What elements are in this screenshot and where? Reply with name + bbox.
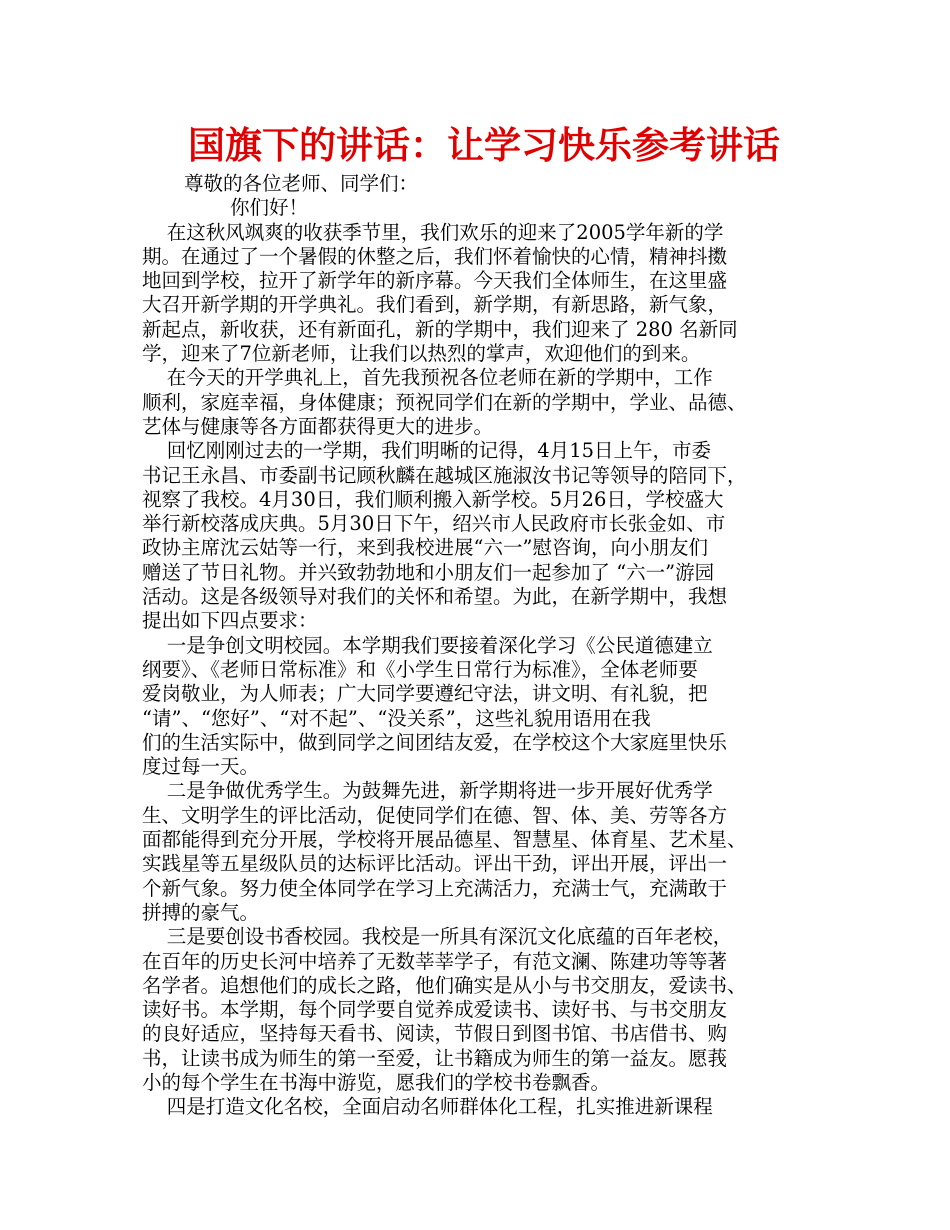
text-line: 一是争创文明校园。本学期我们要接着深化学习《公民道德建立 [142,633,713,657]
text-line: 四是打造文化名校，全面启动名师群体化工程，扎实推进新课程 [142,1095,713,1119]
text-line: 大召开新学期的开学典礼。我们看到，新学期，有新思路，新气象， [142,293,728,317]
text-line: 三是要创设书香校园。我校是一所具有深沉文化底蕴的百年老校， [142,925,733,949]
text-line: 新起点，新收获，还有新面孔，新的学期中，我们迎来了 280 名新同 [142,317,738,341]
text-line: 在百年的历史长河中培养了无数莘莘学子，有范文澜、陈建功等等著 [142,949,728,973]
text-line: 回忆刚刚过去的一学期，我们明晰的记得，4月15日上午，市委 [142,439,712,463]
text-line: 小的每个学生在书海中游览，愿我们的学校书卷飘香。 [142,1070,611,1094]
text-line: 期。在通过了一个暑假的休整之后，我们怀着愉快的心情，精神抖擞 [142,244,728,268]
text-line: 个新气象。努力使全体同学在学习上充满活力，充满士气，充满敢于 [142,876,728,900]
text-line: 视察了我校。4月30日，我们顺利搬入新学校。5月26日，学校盛大 [142,487,724,511]
page-title: 国旗下的讲话：让学习快乐参考讲话 [188,124,780,167]
text-line: 实践星等五星级队员的达标评比活动。评出干劲，评出开展，评出一 [142,852,728,876]
text-line: 书记王永昌、市委副书记顾秋麟在越城区施淑汝书记等领导的陪同下， [142,463,747,487]
text-line: 提出如下四点要求： [142,609,318,633]
text-line: 书，让读书成为师生的第一至爱，让书籍成为师生的第一益友。愿莪 [142,1046,728,1070]
text-line: 赠送了节日礼物。并兴致勃勃地和小朋友们一起参加了 “六一”游园 [142,560,715,584]
text-line: 地回到学校，拉开了新学年的新序幕。今天我们全体师生，在这里盛 [142,269,728,293]
document-page [142,120,826,1120]
text-line: 度过每一天。 [142,755,260,779]
text-line: 纲要》、《老师日常标准》和《小学生日常行为标准》，全体老师要 [142,657,698,681]
text-line: 拼搏的豪气。 [142,900,260,924]
text-line: 活动。这是各级领导对我们的关怀和希望。为此，在新学期中，我想 [142,585,728,609]
text-line: 爱岗敬业，为人师表；广大同学要遵纪守法，讲文明、有礼貌，把 [142,682,708,706]
greeting: 你们好！ [230,196,309,220]
text-line: 学，迎来了7位新老师，让我们以热烈的掌声，欢迎他们的到来。 [142,342,701,366]
text-line: 二是争做优秀学生。为鼓舞先进，新学期将进一步开展好优秀学 [142,779,713,803]
text-line: 举行新校落成庆典。5月30日下午，绍兴市人民政府市长张金如、市 [142,512,726,536]
text-line: 顺利，家庭幸福，身体健康；预祝同学们在新的学期中，学业、品德、 [142,390,747,414]
text-line: 名学者。追想他们的成长之路，他们确实是从小与书交朋友，爱读书、 [142,973,747,997]
text-line: 们的生活实际中，做到同学之间团结友爱，在学校这个大家庭里快乐 [142,730,728,754]
text-line: 艺体与健康等各方面都获得更大的进步。 [142,414,494,438]
text-line: 政协主席沈云姑等一行，来到我校进展“六一”慰咨询，向小朋友们 [142,536,708,560]
salutation: 尊敬的各位老师、同学们： [184,172,419,195]
text-line: 生、文明学生的评比活动，促使同学们在德、智、体、美、劳等各方 [142,803,728,827]
text-line: 的良好适应，坚持每天看书、阅读，节假日到图书馆、书店借书、购 [142,1022,728,1046]
text-line: “请”、“您好”、“对不起”、“没关系”，这些礼貌用语用在我 [142,706,651,730]
body-text [142,221,826,1120]
text-line: 面都能得到充分开展，学校将开展品德星、智慧星、体育星、艺术星、 [142,828,747,852]
text-line: 读好书。本学期，每个同学要自觉养成爱读书、读好书、与书交朋友 [142,998,728,1022]
text-line: 在今天的开学典礼上，首先我预祝各位老师在新的学期中，工作 [142,366,713,390]
text-line: 在这秋风飒爽的收获季节里，我们欢乐的迎来了2005学年新的学 [142,220,724,244]
